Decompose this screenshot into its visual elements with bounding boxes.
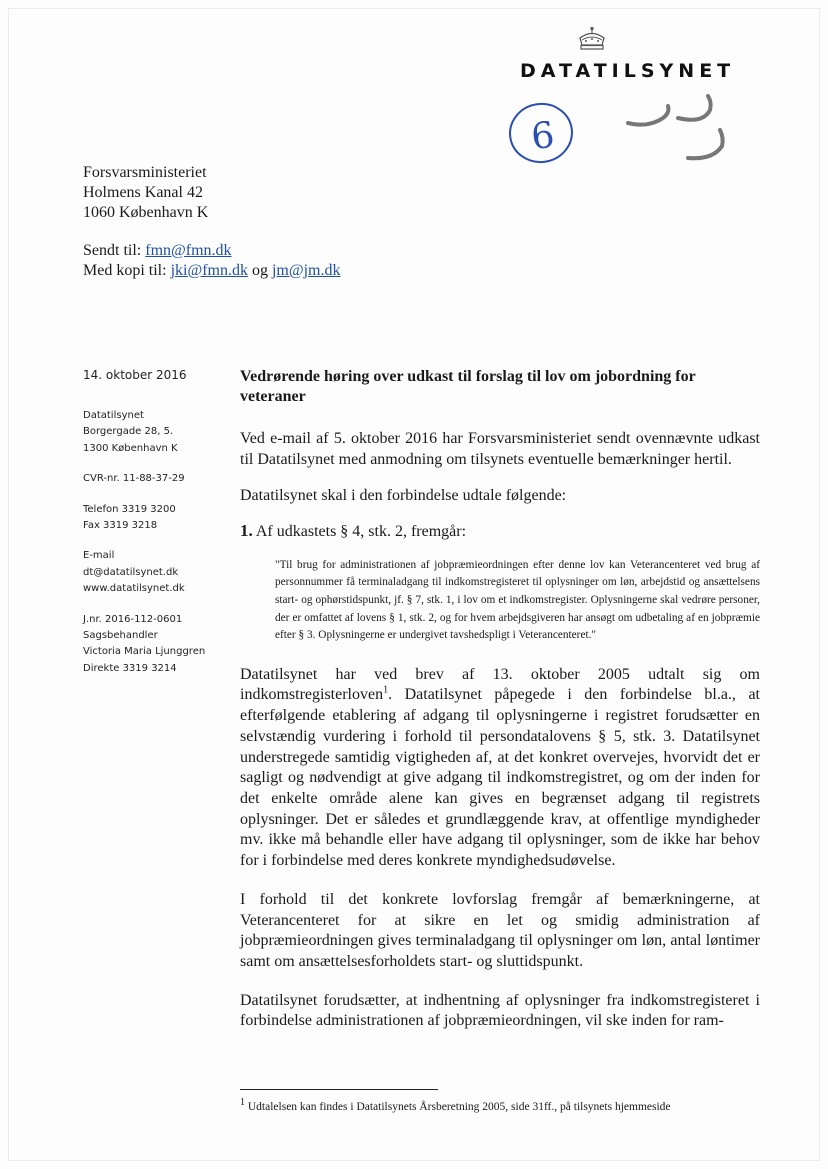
case-handler-label: Sagsbehandler — [83, 630, 158, 642]
paragraph-section-1 — [240, 521, 760, 543]
recipient-street: Holmens Kanal 42 — [83, 184, 203, 201]
case-block — [83, 612, 233, 678]
sender-street: Borgergade 28, 5. — [83, 426, 174, 438]
sender-city: 1300 København K — [83, 442, 178, 454]
cc-label: Med kopi til: — [83, 262, 167, 279]
cvr-block — [83, 471, 233, 487]
journal-number: J.nr. 2016-112-0601 — [83, 613, 183, 625]
handwritten-annotation — [498, 88, 738, 188]
sent-to-email-link[interactable]: fmn@fmn.dk — [145, 242, 232, 259]
cc-email-link-2[interactable]: jm@jm.dk — [271, 262, 341, 279]
cc-line — [83, 261, 340, 281]
sent-to-label: Sendt til: — [83, 242, 142, 259]
cc-email-link-1[interactable]: jki@fmn.dk — [170, 262, 248, 279]
paragraph-2005-statement — [240, 665, 760, 872]
section-1-text: Af udkastets § 4, stk. 2, fremgår: — [255, 523, 467, 541]
paragraph-assumption: Datatilsynet forudsætter, at indhentning af oplysninger fra indkomstregisteret i forbindelse administrationen af jobpræmieordningen, vil ske inden for ram- — [240, 991, 760, 1030]
sender-website: www.datatilsynet.dk — [83, 583, 185, 595]
letter-body — [240, 367, 760, 1050]
datatilsynet-logo: DATATILSYNET — [520, 60, 736, 82]
email-label: E-mail — [83, 550, 115, 562]
recipient-name: Forsvarsministeriet — [83, 164, 207, 181]
paragraph-intro: Ved e-mail af 5. oktober 2016 har Forsvarsministeriet sendt ovennævnte udkast til Datatilsynet med anmodning om tilsynets eventuelle bemærkninger hertil. — [240, 430, 760, 468]
letter-subject: Vedrørende høring over udkast til forslag til lov om jobordning for veteraner — [240, 368, 696, 405]
sender-org: Datatilsynet — [83, 410, 144, 421]
cc-and: og — [251, 262, 268, 279]
footnote-number: 1 — [240, 1097, 245, 1109]
recipient-address — [83, 163, 208, 223]
fax-number: Fax 3319 3218 — [83, 520, 158, 532]
letter-date: 14. oktober 2016 — [83, 368, 187, 382]
sent-to-line — [83, 241, 340, 261]
contact-block — [83, 548, 233, 597]
case-handler-name: Victoria Maria Ljunggren — [83, 646, 206, 658]
footnote-ref: 1 — [383, 685, 389, 697]
law-quote: "Til brug for administrationen af jobpræmieordningen efter denne lov kan Veterancenteret ved brug af personnummer få terminaladgang til indkomstregisteret til oplysninger om løn, arbejdstid og ansættelsens start- og ophørstidspunkt, jf. § 7, stk. 1, i lov om et indkomstregister. Oplysningerne skal vedrøre personer, der er omfattet af lovens § 1, stk. 2, og for hvem arbejdsgiveren har ansøgt om udbetaling af en jobpræmie efter § 3. Oplysningerne er undergivet tavshedspligt i Veterancenteret." — [275, 558, 760, 642]
section-number: 1. — [240, 521, 253, 541]
direct-phone: Direkte 3319 3214 — [83, 662, 177, 674]
footnote-text: Udtalelsen kan findes i Datatilsynets Årsberetning 2005, side 31ff., på tilsynets hjemmeside — [247, 1101, 671, 1113]
footnote-divider — [240, 1089, 438, 1090]
paragraph-2005-a: Datatilsynet har ved brev af 13. oktober 2005 udtalt sig om indkomstregisterloven — [240, 665, 760, 704]
paragraph-2005-b: . Datatilsynet påpegede i den forbindelse bl.a., at efterfølgende etablering af adgang til oplysningerne i registret forudsætter en selvstændig vurdering i forhold til persondatalovens § 5, stk. 3. Datatilsynet understregede samtidig vigtigheden af, at det konkret overvejes, hvorvidt det er sagligt og nødvendigt at give adgang til indkomstregistret, og om der inden for det enkelte område alene kan gives en begrænset adgang til registrets oplysninger. Det er således et grundlæggende krav, at offentlige myndigheder mv. ikke må behandle eller have adgang til oplysninger, som de ikke har behov for i forbindelse med deres konkrete myndighedsudøvelse. — [240, 686, 760, 870]
phone-block — [83, 502, 233, 535]
crown-icon — [577, 26, 607, 52]
phone-number: Telefon 3319 3200 — [83, 503, 176, 515]
recipient-city: 1060 København K — [83, 204, 209, 221]
handwritten-number: 6 — [529, 114, 557, 158]
footnote — [240, 1099, 760, 1115]
paragraph-statement: Datatilsynet skal i den forbindelse udtale følgende: — [240, 487, 567, 505]
paragraph-bill-remarks: I forhold til det konkrete lovforslag fremgår af bemærkningerne, at Veterancenteret for at sikre en let og smidig administration af jobpræmieordningen gives terminaladgang til oplysninger om løn, antal løntimer samt om ansættelsesforholdets start- og sluttidspunkt. — [240, 890, 760, 970]
sender-address — [83, 408, 233, 457]
sent-block — [83, 241, 340, 281]
cvr-number: CVR-nr. 11-88-37-29 — [83, 473, 185, 485]
sender-sidebar — [83, 368, 233, 691]
sender-email: dt@datatilsynet.dk — [83, 566, 179, 578]
